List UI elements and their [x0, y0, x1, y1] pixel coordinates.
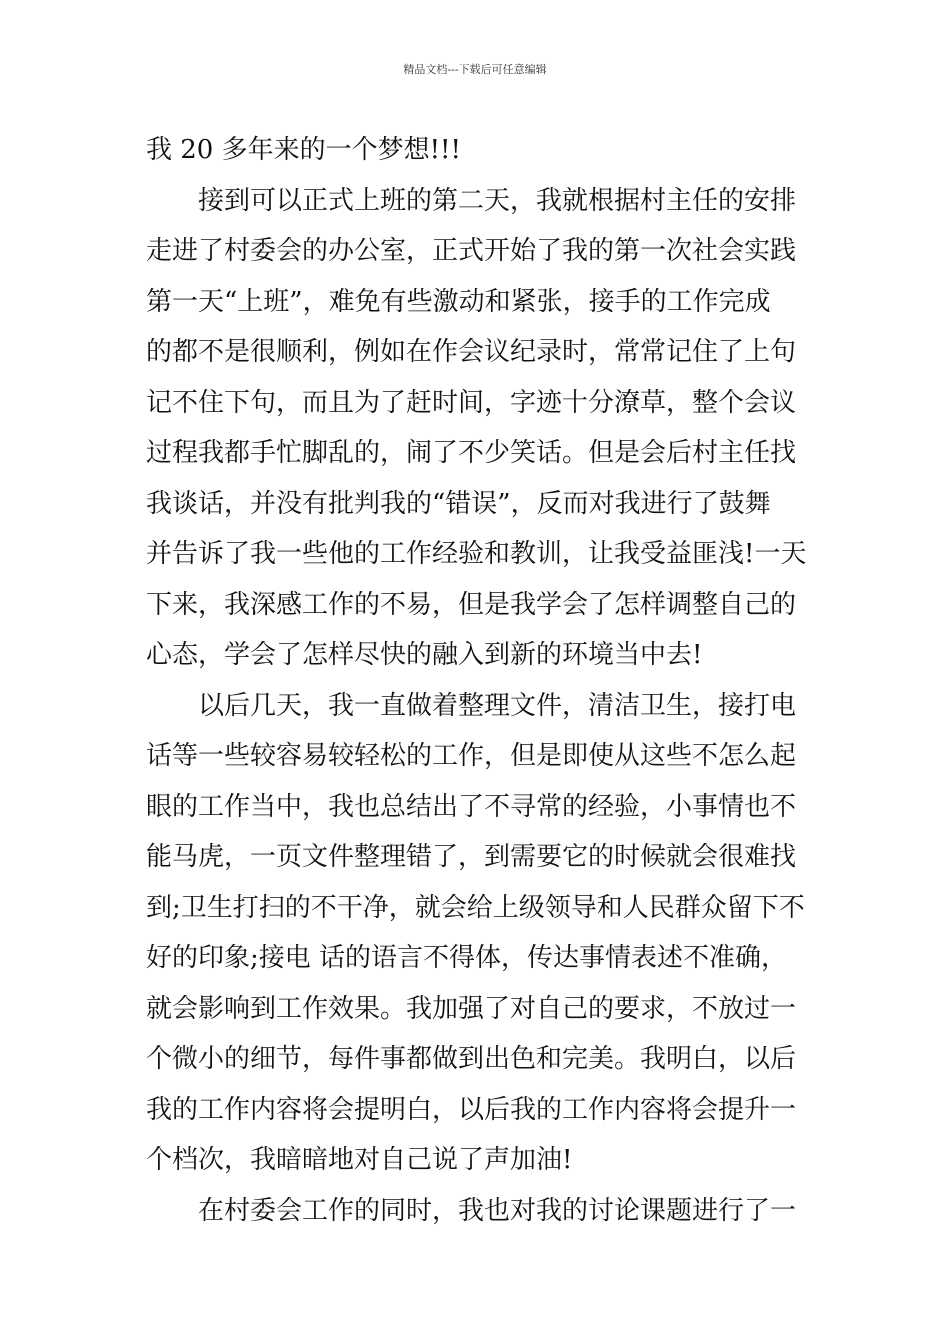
- text-line: 的都不是很顺利，例如在作会议纪录时，常常记住了上句: [146, 337, 797, 367]
- text-line: 能马虎，一页文件整理错了，到需要它的时候就会很难找: [146, 842, 797, 872]
- text-line: 并告诉了我一些他的工作经验和教训，让我受益匪浅!一天: [146, 539, 807, 569]
- text-line: 就会影响到工作效果。我加强了对自己的要求，不放过一: [146, 993, 797, 1024]
- paragraph-start-line: 在村委会工作的同时，我也对我的讨论课题进行了一: [198, 1195, 797, 1226]
- text-line: 我的工作内容将会提明白，以后我的工作内容将会提升一: [146, 1094, 797, 1125]
- text-line: 到;卫生打扫的不干净，就会给上级领导和人民群众留下不: [146, 892, 805, 923]
- text-line: 话等一些较容易较轻松的工作，但是即使从这些不怎么起: [146, 741, 797, 771]
- text-line: 下来，我深感工作的不易，但是我学会了怎样调整自己的: [146, 589, 797, 620]
- document-body: [146, 128, 806, 1239]
- paragraph-start-line: 接到可以正式上班的第二天，我就根据村主任的安排: [198, 185, 797, 216]
- text-line: 走进了村委会的办公室，正式开始了我的第一次社会实践: [146, 236, 797, 266]
- text-line: 我谈话，并没有批判我的“错误”，反而对我进行了鼓舞: [146, 488, 771, 519]
- page-header: 精品文档---下载后可任意编辑: [403, 63, 547, 76]
- text-line: 心态，学会了怎样尽快的融入到新的环境当中去!: [146, 640, 703, 670]
- text-line: 过程我都手忙脚乱的，闹了不少笑话。但是会后村主任找: [146, 438, 797, 468]
- text-line: 眼的工作当中，我也总结出了不寻常的经验，小事情也不: [146, 791, 797, 822]
- text-line: 我 20 多年来的一个梦想!!!: [146, 135, 461, 165]
- text-line: 记不住下句，而且为了赶时间，字迹十分潦草，整个会议: [146, 387, 797, 418]
- text-line: 好的印象;接电 话的语言不得体，传达事情表述不准确，: [146, 943, 788, 973]
- text-line: 第一天“上班”，难免有些激动和紧张，接手的工作完成: [146, 286, 771, 317]
- paragraph-start-line: 以后几天，我一直做着整理文件，清洁卫生，接打电: [198, 690, 797, 721]
- text-line: 个微小的细节，每件事都做到出色和完美。我明白，以后: [146, 1044, 797, 1074]
- text-line: 个档次，我暗暗地对自己说了声加油!: [146, 1145, 573, 1175]
